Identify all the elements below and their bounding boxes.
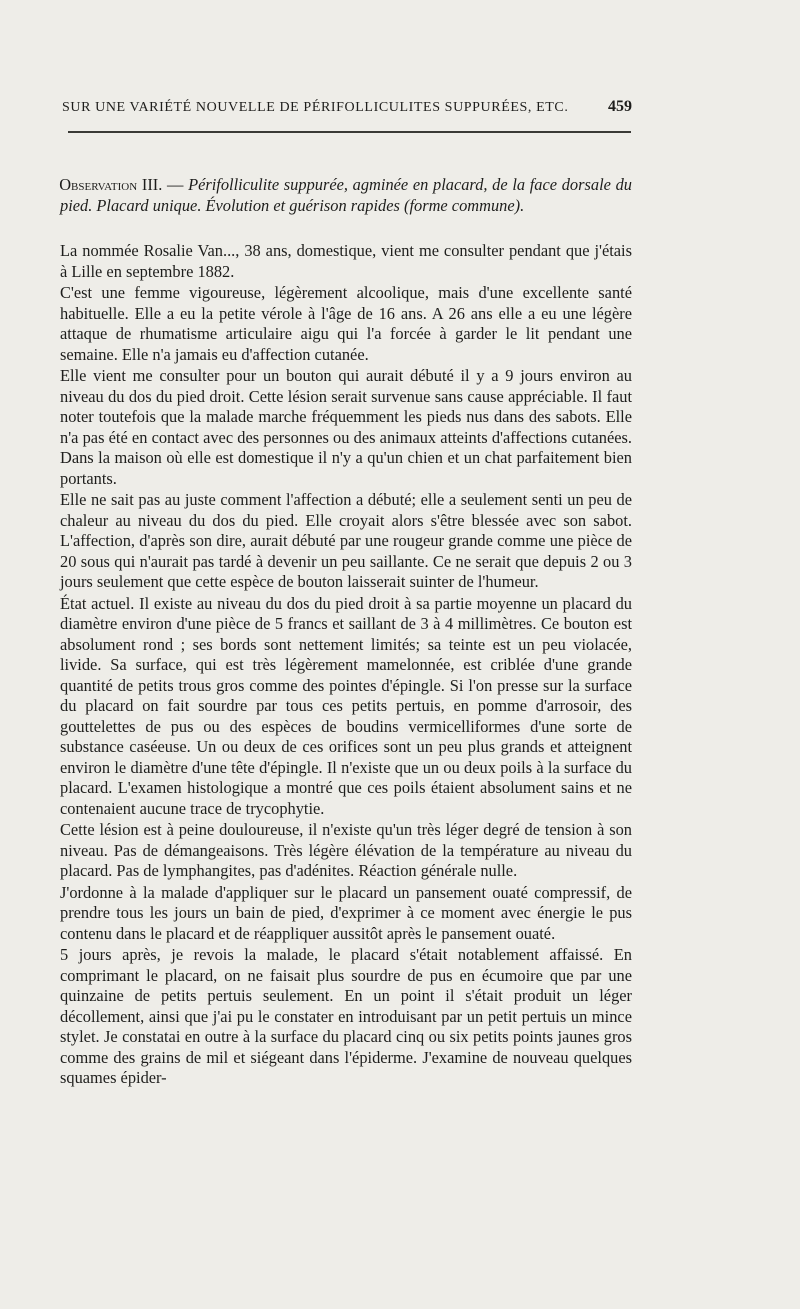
paragraph-8: 5 jours après, je revois la malade, le placard s'était notablement affaissé. En comprimant le placard, on ne faisait plus sourdre de pus en écumoire que par une quinzaine de petits pertuis seulement. En un point il s'était produit un léger décollement, ainsi que j'ai pu le constater en introduisant par un petit pertuis un mince stylet. Je constatai en outre à la surface du placard cinq ou six petits points jaunes gros comme des grains de mil et siégeant dans l'épiderme. J'examine de nouveau quelques squames épider- <box>60 945 632 1087</box>
paragraph-2: C'est une femme vigoureuse, légèrement alcoolique, mais d'une excellente santé habituelle. Elle a eu la petite vérole à l'âge de 16 ans. A 26 ans elle a eu une légère attaque de rhumatisme articulaire aigu qui l'a forcée à garder le lit pendant une semaine. Elle n'a jamais eu d'affection cutanée. <box>60 283 632 364</box>
observation-heading <box>60 175 632 216</box>
paragraph-4: Elle ne sait pas au juste comment l'affection a débuté; elle a seulement senti un peu de chaleur au niveau du dos du pied. Elle croyait alors s'être blessée avec son sabot. L'affection, d'après son dire, aurait débuté par une rougeur grande comme une pièce de 20 sous qui n'aurait pas tardé à devenir un peu saillante. Ce ne serait que depuis 2 ou 3 jours seulement que cette espèce de bouton laisserait suinter de l'humeur. <box>60 490 632 591</box>
paragraph-1: La nommée Rosalie Van..., 38 ans, domestique, vient me consulter pendant que j'étais à Lille en septembre 1882. <box>60 241 632 281</box>
paragraph-3: Elle vient me consulter pour un bouton qui aurait débuté il y a 9 jours environ au niveau du dos du pied droit. Cette lésion serait survenue sans cause appréciable. Il faut noter toutefois que la malade marche fréquemment les pieds nus dans des sabots. Elle n'a pas été en contact avec des personnes ou des animaux atteints d'affections cutanées. Dans la maison où elle est domestique il n'y a qu'un chien et un chat parfaitement bien portants. <box>60 366 632 488</box>
paragraph-7: J'ordonne à la malade d'appliquer sur le placard un pansement ouaté compressif, de prendre tous les jours un bain de pied, d'exprimer à ce moment avec énergie le pus contenu dans le placard et de réappliquer aussitôt après le pansement ouaté. <box>60 882 632 943</box>
paragraph-5: État actuel. Il existe au niveau du dos du pied droit à sa partie moyenne un placard du diamètre environ d'une pièce de 5 francs et saillant de 3 à 4 millimètres. Ce bouton est absolument rond ; ses bords sont nettement limités; sa teinte est un peu violacée, livide. Sa surface, qui est très légèrement mamelonnée, est criblée d'une grande quantité de petits trous gros comme des pointes d'épingle. Si l'on presse sur la surface du placard on fait sourdre par tous ces petits pertuis, en pomme d'arrosoir, des gouttelettes de pus ou des espèces de boudins vermicelliformes d'une sorte de substance caséeuse. Un ou deux de ces orifices sont un peu plus grands et atteignent environ le diamètre d'une tête d'épingle. Il n'existe que un ou deux poils à la surface du placard. L'examen histologique a montré que ces poils étaient absolument sains et ne contenaient aucune trace de trycophytie. <box>60 593 632 818</box>
header-rule <box>68 131 631 133</box>
observation-label: Observation III. <box>59 175 163 194</box>
page-body <box>60 175 632 1090</box>
running-header <box>62 98 632 116</box>
observation-dash: — <box>162 175 189 194</box>
paragraph-6: Cette lésion est à peine douloureuse, il n'existe qu'un très léger degré de tension à son niveau. Pas de démangeaisons. Très légère élévation de la température au niveau du placard. Pas de lymphangites, pas d'adénites. Réaction générale nulle. <box>60 820 632 880</box>
running-title: SUR UNE VARIÉTÉ NOUVELLE DE PÉRIFOLLICULITES SUPPURÉES, ETC. <box>62 100 569 115</box>
page-number: 459 <box>608 98 632 115</box>
observation-title: Périfolliculite suppurée, agminée en placard, de la face dorsale du pied. Placard unique. Évolution et guérison rapides (forme commune). <box>60 175 632 215</box>
